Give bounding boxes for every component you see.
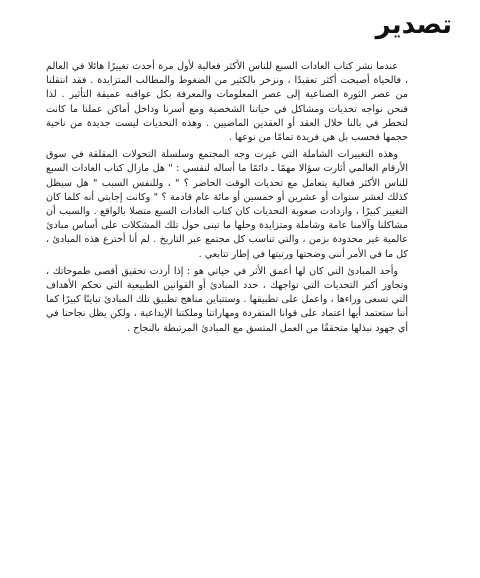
page-heading: تصدير (375, 10, 452, 40)
paragraph-3: وأحد المبادئ التي كان لها أعمق الأثر في حياتي هو : إذا أردت تحقيق أقصى طموحاتك ، وتجاوز أكبر التحديات التي تواجهك ، حدد المبادئ أو القوانين الطبيعية التي تحكم الأهداف التي تسعى وراءها ، واعمل على تطبيقها . وستتباين مناهج تطبيق تلك المبادئ تباينًا كبيرًا كما أننا ستعتمد أيها اعتماد على قوانا المتفردة ومهاراتنا وملكتنا الإبداعية ، ولكن يظل نجاحنا في أي جهود نبذلها متحققًا من العمل المتسق مع المبادئ المرتبطة بالنجاح . (46, 265, 408, 334)
paragraph-1: عندما نشر كتاب العادات السبع للناس الأكثر فعالية لأول مرة أحدث تغييرًا هائلا في العالم ، فالحياة أصبحت أكثر تعقيدًا ، ونزخر بالكثير من الضغوط والمطالب المتزايدة . فقد انتقلنا من عصر الثورة الصناعية إلى عصر المعلومات والمعرفة بكل عواقبه عميقة التأثير . لذا فنحن نواجه تحديات ومشاكل في حياتنا الشخصية ومع أسرنا وداخل أماكن عملنا ما كانت لتخطر في بالنا خلال العقد أو العقدين الماضيين . وهذه التحديات ليست جديدة من ناحية حجمها فحسب بل هي فريدة تمامًا من نوعها . (46, 61, 408, 144)
body-text (46, 60, 408, 336)
paragraph-2: وهذه التغييرات الشاملة التي غيرت وجه المجتمع وسلسلة التحولات المقلقة في سوق الأرقام العالمي أثارت سؤالا مهمًا ـ دائمًا ما أساله لنفسي : " هل مازال كتاب العادات السبع للناس الأكثر فعالية يتعامل مع تحديات الوقت الحاضر ؟ " ، وللنفس السبب " هل سيظل كذلك لعشر سنوات أو عشرين أو خمسين أو مائة عام قادمة ؟ " وكانت إجابتي أنه كلما كان التغيير كبيرًا ، وازدادت صعوبة التحديات كان كتاب العادات السبع متصلا بالواقع . والسبب أن مشاكلنا وآلامنا عامة وشاملة ومتزايدة وحلها ما تبنى حول تلك المشكلات على أساس مبادئ عالمية غير محدودة بزمن ، والتي تناسب كل مجتمع عبر التاريخ . لم أنا أخترع هذه المبادئ ، كل ما في الأمر أنني وضحتها ورتبتها في إطار تتابعي . (46, 149, 408, 260)
